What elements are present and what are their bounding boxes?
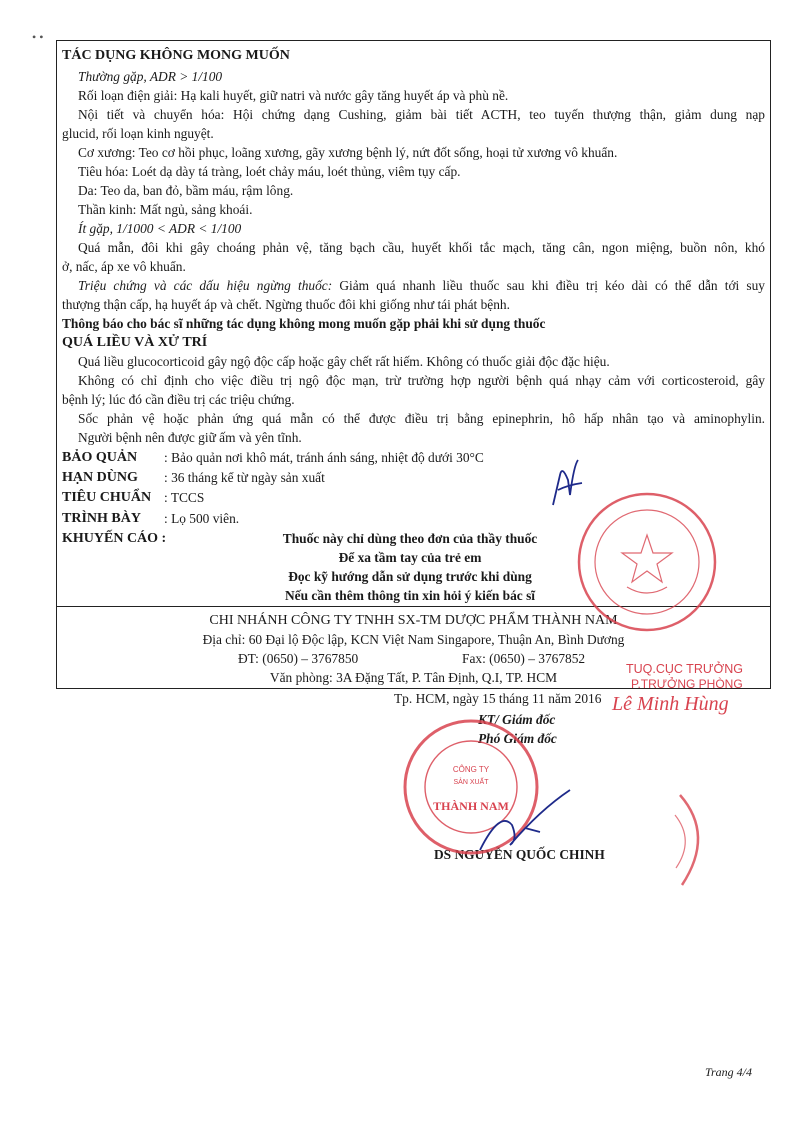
- uncommon-text-2: ở, nấc, áp xe vô khuẩn.: [62, 259, 186, 274]
- company-office: Văn phòng: 3A Đặng Tất, P. Tân Định, Q.I, TP. HCM: [269, 670, 558, 685]
- digestive-text: Tiêu hóa: Loét dạ dày tá tràng, loét chảy máu, loét thủng, viêm tụy cấp.: [78, 164, 461, 179]
- overdose-heading: QUÁ LIỀU VÀ XỬ TRÍ: [62, 335, 208, 350]
- signature-title-1: KT/ Giám đốc: [478, 712, 556, 727]
- uncommon-label: Ít gặp, 1/1000 < ADR < 1/100: [78, 221, 242, 236]
- ministry-stamp-name: Lê Minh Hùng: [612, 693, 729, 715]
- warning-line-3: Đọc kỹ hướng dẫn sử dụng trước khi dùng: [288, 569, 532, 584]
- svg-text:SẢN XUẤT: SẢN XUẤT: [453, 779, 489, 786]
- withdrawal-text-1: [78, 277, 765, 294]
- ministry-seal: [572, 487, 722, 637]
- shelf-life-label: HẠN DÙNG: [62, 470, 138, 485]
- approval-signature: [548, 455, 588, 510]
- warning-label: KHUYẾN CÁO :: [62, 531, 167, 546]
- shelf-life-value: : 36 tháng kể từ ngày sản xuất: [164, 470, 325, 485]
- partial-seal: [670, 790, 720, 890]
- page-number: Trang 4/4: [704, 1065, 752, 1079]
- corner-mark: • •: [32, 30, 44, 44]
- signer-name: DS NGUYỄN QUỐC CHINH: [434, 847, 605, 862]
- endocrine-text-2: glucid, rối loạn kinh nguyệt.: [62, 126, 214, 141]
- electrolyte-text: Rối loạn điện giải: Hạ kali huyết, giữ natri và nước gây tăng huyết áp và phù nề.: [78, 88, 509, 103]
- company-fax: Fax: (0650) – 3767852: [462, 651, 586, 666]
- company-name: CHI NHÁNH CÔNG TY TNHH SX-TM DƯỢC PHẨM THÀNH NAM: [209, 613, 618, 628]
- ministry-stamp-title: TUQ.CỤC TRƯỞNG: [626, 662, 743, 676]
- warning-line-1: Thuốc này chỉ dùng theo đơn của thầy thuốc: [282, 531, 538, 546]
- musculoskeletal-text: Cơ xương: Teo cơ hồi phục, loãng xương, gãy xương bệnh lý, nứt đốt sống, hoại tử xương vô khuẩn.: [78, 145, 618, 160]
- storage-value: : Bảo quản nơi khô mát, tránh ánh sáng, nhiệt độ dưới 30°C: [164, 450, 484, 465]
- withdrawal-label: Triệu chứng và các dấu hiệu ngừng thuốc:: [78, 278, 333, 293]
- nervous-text: Thần kinh: Mất ngủ, sảng khoái.: [78, 202, 253, 217]
- common-label: Thường gặp, ADR > 1/100: [78, 69, 223, 84]
- warning-line-4: Nếu cần thêm thông tin xin hỏi ý kiến bác sĩ: [285, 588, 535, 603]
- warning-line-2: Để xa tầm tay của trẻ em: [338, 550, 482, 565]
- company-phone: ĐT: (0650) – 3767850: [238, 651, 359, 666]
- standard-value: : TCCS: [164, 490, 205, 505]
- presentation-value: : Lọ 500 viên.: [164, 511, 240, 526]
- overdose-p2-1: Không có chỉ định cho việc điều trị ngộ độc mạn, trừ trường hợp người bệnh quá nhạy cảm với corticosteroid, gây: [78, 373, 765, 388]
- overdose-p3-1: Sốc phản vệ hoặc phản ứng quá mẫn có thể được điều trị bằng epinephrin, hô hấp nhân tạo và aminophylin.: [78, 411, 765, 426]
- signature-date: Tp. HCM, ngày 15 tháng 11 năm 2016: [394, 691, 602, 706]
- overdose-p2-2: bệnh lý; lúc đó cần điều trị các triệu chứng.: [62, 392, 295, 407]
- svg-text:CÔNG TY: CÔNG TY: [452, 765, 490, 774]
- withdrawal-body: Giảm quá nhanh liều thuốc sau khi điều trị kéo dài có thể dẫn tới suy: [332, 278, 765, 293]
- signature-title-2: Phó Giám đốc: [478, 731, 557, 746]
- uncommon-text-1: Quá mẫn, đôi khi gây choáng phản vệ, tăng bạch cầu, huyết khối tắc mạch, tăng cân, ngon miệng, buồn nôn, khó: [78, 240, 765, 255]
- director-signature: [470, 770, 580, 860]
- overdose-p1: Quá liều glucocorticoid gây ngộ độc cấp hoặc gây chết rất hiếm. Không có thuốc giải độc đặc hiệu.: [78, 354, 610, 369]
- presentation-label: TRÌNH BÀY: [62, 511, 141, 526]
- storage-label: BẢO QUẢN: [62, 450, 138, 465]
- side-effects-heading: TÁC DỤNG KHÔNG MONG MUỐN: [62, 48, 290, 63]
- withdrawal-text-2: thượng thận cấp, hạ huyết áp và chết. Ngừng thuốc đôi khi giống như tái phát bệnh.: [62, 297, 510, 312]
- ministry-stamp-subtitle: P.TRƯỞNG PHÒNG: [631, 677, 743, 691]
- standard-label: TIÊU CHUẨN: [62, 490, 152, 505]
- skin-text: Da: Teo da, ban đỏ, bầm máu, rậm lông.: [78, 183, 294, 198]
- overdose-p3-2: Người bệnh nên được giữ ấm và yên tĩnh.: [78, 430, 302, 445]
- svg-text:THÀNH NAM: THÀNH NAM: [433, 799, 509, 813]
- notify-doctor-text: Thông báo cho bác sĩ những tác dụng không mong muốn gặp phải khi sử dụng thuốc: [62, 316, 546, 331]
- company-address: Địa chỉ: 60 Đại lộ Độc lập, KCN Việt Nam Singapore, Thuận An, Bình Dương: [202, 632, 625, 647]
- endocrine-text-1: Nội tiết và chuyển hóa: Hội chứng dạng Cushing, giảm bài tiết ACTH, teo tuyến thượng thận, giảm dung nạp: [78, 107, 765, 122]
